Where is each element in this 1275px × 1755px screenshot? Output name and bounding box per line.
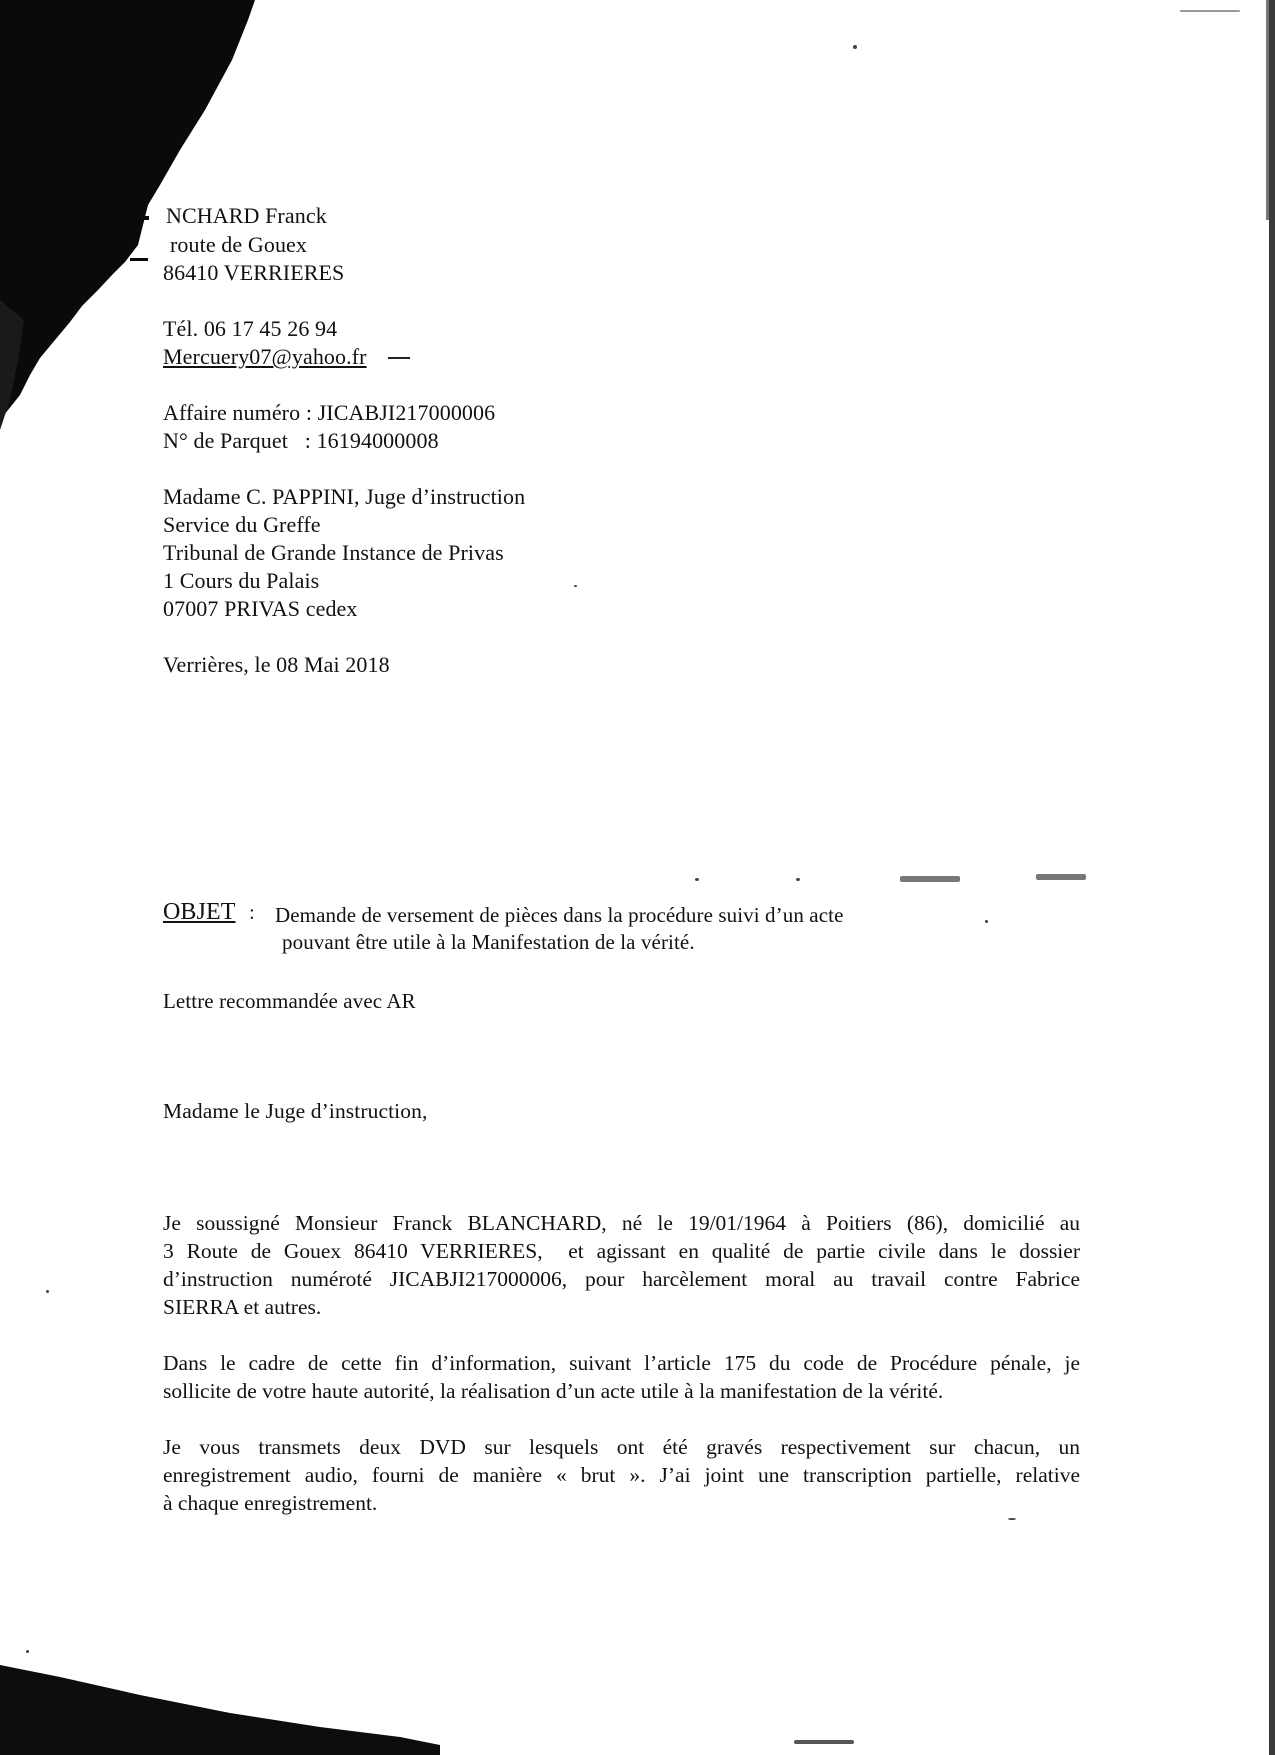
scan-shadow-right-edge: [1263, 0, 1275, 1755]
sender-city: 86410 VERRIERES: [163, 260, 345, 285]
objet-separator: :: [249, 902, 255, 924]
recipient-line-4: 1 Cours du Palais: [163, 568, 320, 593]
objet-label: OBJET: [163, 899, 236, 925]
body-paragraph-line: enregistrement audio, fourni de manière « brut ». J’ai joint une transcription partielle, relative: [163, 1463, 1080, 1487]
case-affaire-number: Affaire numéro : JICABJI217000006: [163, 400, 496, 425]
sender-phone: Tél. 06 17 45 26 94: [163, 316, 338, 341]
sender-street: route de Gouex: [170, 232, 308, 257]
scan-speck: [985, 920, 988, 923]
scan-shadow-bottom-left: [0, 1665, 440, 1755]
scan-speck: [900, 876, 960, 882]
scan-shadow-left-edge: [0, 300, 30, 430]
recipient-line-3: Tribunal de Grande Instance de Privas: [163, 540, 504, 565]
scan-speck: [1180, 10, 1240, 12]
body-paragraph-line: SIERRA et autres.: [163, 1295, 322, 1319]
sender-name: NCHARD Franck: [166, 203, 327, 228]
scan-speck: [26, 1650, 29, 1653]
body-paragraph-2: [163, 1349, 1080, 1405]
objet-line-2: pouvant être utile à la Manifestation de la vérité.: [282, 930, 695, 954]
body-paragraph-line: 3 Route de Gouex 86410 VERRIERES, et agissant en qualité de partie civile dans le dossier: [163, 1239, 1080, 1263]
body-paragraph-1: [163, 1209, 1080, 1321]
email-trailing-dash: [388, 357, 410, 359]
scan-speck: [1008, 1518, 1016, 1520]
scan-speck: [853, 45, 857, 49]
scan-speck: [695, 878, 699, 881]
sender-email: Mercuery07@yahoo.fr: [163, 344, 367, 369]
salutation: Madame le Juge d’instruction,: [163, 1099, 428, 1123]
body-paragraph-line: Je vous transmets deux DVD sur lesquels ont été gravés respectivement sur chacun, un: [163, 1435, 1080, 1459]
letter-date: Verrières, le 08 Mai 2018: [163, 652, 390, 677]
body-paragraph-line: d’instruction numéroté JICABJI217000006, pour harcèlement moral au travail contre Fabrice: [163, 1267, 1080, 1291]
case-parquet-number: N° de Parquet : 16194000008: [163, 428, 439, 453]
delivery-mode: Lettre recommandée avec AR: [163, 989, 416, 1013]
body-paragraph-line: sollicite de votre haute autorité, la réalisation d’un acte utile à la manifestation de la vérité.: [163, 1379, 944, 1403]
recipient-line-2: Service du Greffe: [163, 512, 321, 537]
objet-heading: [163, 898, 255, 927]
scan-speck: [794, 1740, 854, 1744]
body-paragraph-line: Dans le cadre de cette fin d’information, suivant l’article 175 du code de Procédure pénale, je: [163, 1351, 1080, 1375]
objet-line-1: Demande de versement de pièces dans la procédure suivi d’un acte: [275, 903, 844, 927]
body-paragraph-3: [163, 1433, 1080, 1517]
recipient-line-5: 07007 PRIVAS cedex: [163, 596, 358, 621]
scan-speck: [46, 1290, 49, 1293]
body-paragraph-line: Je soussigné Monsieur Franck BLANCHARD, né le 19/01/1964 à Poitiers (86), domicilié au: [163, 1211, 1080, 1235]
recipient-line-1: Madame C. PAPPINI, Juge d’instruction: [163, 484, 526, 509]
scan-speck: [1036, 874, 1086, 880]
scan-speck: [574, 585, 577, 587]
body-paragraph-line: à chaque enregistrement.: [163, 1491, 378, 1515]
scan-speck: [796, 878, 800, 881]
